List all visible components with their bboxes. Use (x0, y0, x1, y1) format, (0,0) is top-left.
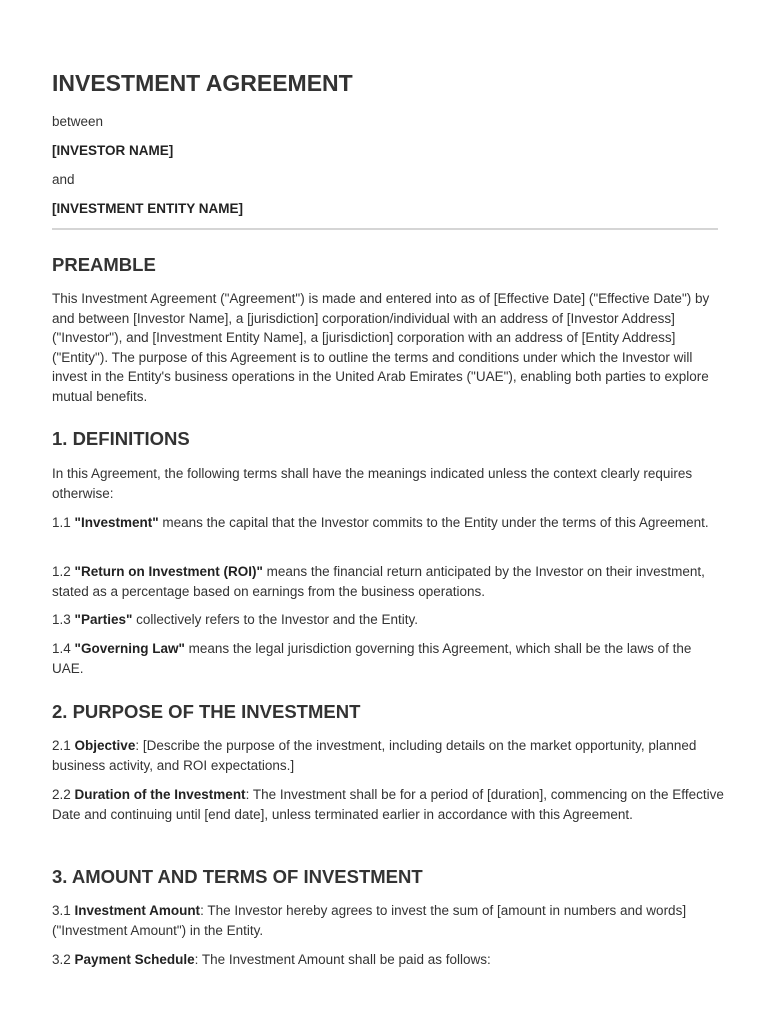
item-term: Payment Schedule (74, 952, 195, 967)
item-term: "Parties" (74, 612, 133, 627)
purpose-item (52, 736, 724, 775)
item-term: Duration of the Investment (74, 787, 246, 802)
item-text: means the capital that the Investor commits to the Entity under the terms of this Agreement. (162, 515, 709, 530)
item-number: 1.2 (52, 564, 71, 579)
definitions-heading: 1. DEFINITIONS (52, 428, 190, 449)
item-number: 1.3 (52, 612, 71, 627)
amount-heading: 3. AMOUNT AND TERMS OF INVESTMENT (52, 866, 423, 887)
amount-item (52, 950, 724, 970)
preamble-text: This Investment Agreement ("Agreement") is made and entered into as of [Effective Date] ("Effective Date") by and between [Investor Name], a [jurisdiction] corporation/individual with an address of [Investor Address] ("Investor"), and [Investment Entity Name], a [jurisdiction] corporation with an address of [Entity Address] ("Entity"). The purpose of this Agreement is to outline the terms and conditions under which the Investor will invest in the Entity's business operations in the United Arab Emirates ("UAE"), enabling both parties to explore mutual benefits. (52, 291, 710, 404)
item-term: "Governing Law" (74, 641, 185, 656)
purpose-heading: 2. PURPOSE OF THE INVESTMENT (52, 701, 361, 722)
item-number: 3.2 (52, 952, 71, 967)
purpose-item (52, 785, 724, 824)
item-number: 2.1 (52, 738, 71, 753)
preamble-heading: PREAMBLE (52, 254, 156, 275)
item-text: : The Investment Amount shall be paid as follows: (194, 952, 491, 967)
item-number: 1.1 (52, 515, 71, 530)
item-text: collectively refers to the Investor and the Entity. (136, 612, 419, 627)
definitions-intro: In this Agreement, the following terms shall have the meanings indicated unless the context clearly requires otherwise: (52, 466, 693, 501)
definition-item (52, 513, 724, 533)
definition-item (52, 562, 724, 601)
definition-item (52, 639, 724, 678)
item-text: means the financial return anticipated by the Investor on their investment, stated as a percentage based on earnings from the business operations. (52, 564, 705, 599)
item-number: 1.4 (52, 641, 71, 656)
definition-item (52, 610, 724, 630)
item-text: means the legal jurisdiction governing this Agreement, which shall be the laws of the UAE. (52, 641, 692, 676)
between-text: between (52, 114, 104, 129)
item-text: : The Investment shall be for a period of [duration], commencing on the Effective Date and continuing until [end date], unless terminated earlier in accordance with this Agreement. (52, 787, 724, 822)
document-title: INVESTMENT AGREEMENT (52, 70, 353, 96)
amount-item (52, 901, 724, 940)
item-text: : The Investor hereby agrees to invest the sum of [amount in numbers and words] ("Investment Amount") in the Entity. (52, 903, 687, 938)
divider (52, 228, 718, 230)
and-text: and (52, 172, 75, 187)
item-term: Objective (74, 738, 136, 753)
item-number: 3.1 (52, 903, 71, 918)
item-text: : [Describe the purpose of the investment, including details on the market opportunity, planned business activity, and ROI expectations.] (52, 738, 697, 773)
entity-name: [INVESTMENT ENTITY NAME] (52, 201, 244, 216)
item-term: Investment Amount (74, 903, 201, 918)
item-number: 2.2 (52, 787, 71, 802)
investor-name: [INVESTOR NAME] (52, 143, 174, 158)
item-term: "Investment" (74, 515, 159, 530)
item-term: "Return on Investment (ROI)" (74, 564, 263, 579)
